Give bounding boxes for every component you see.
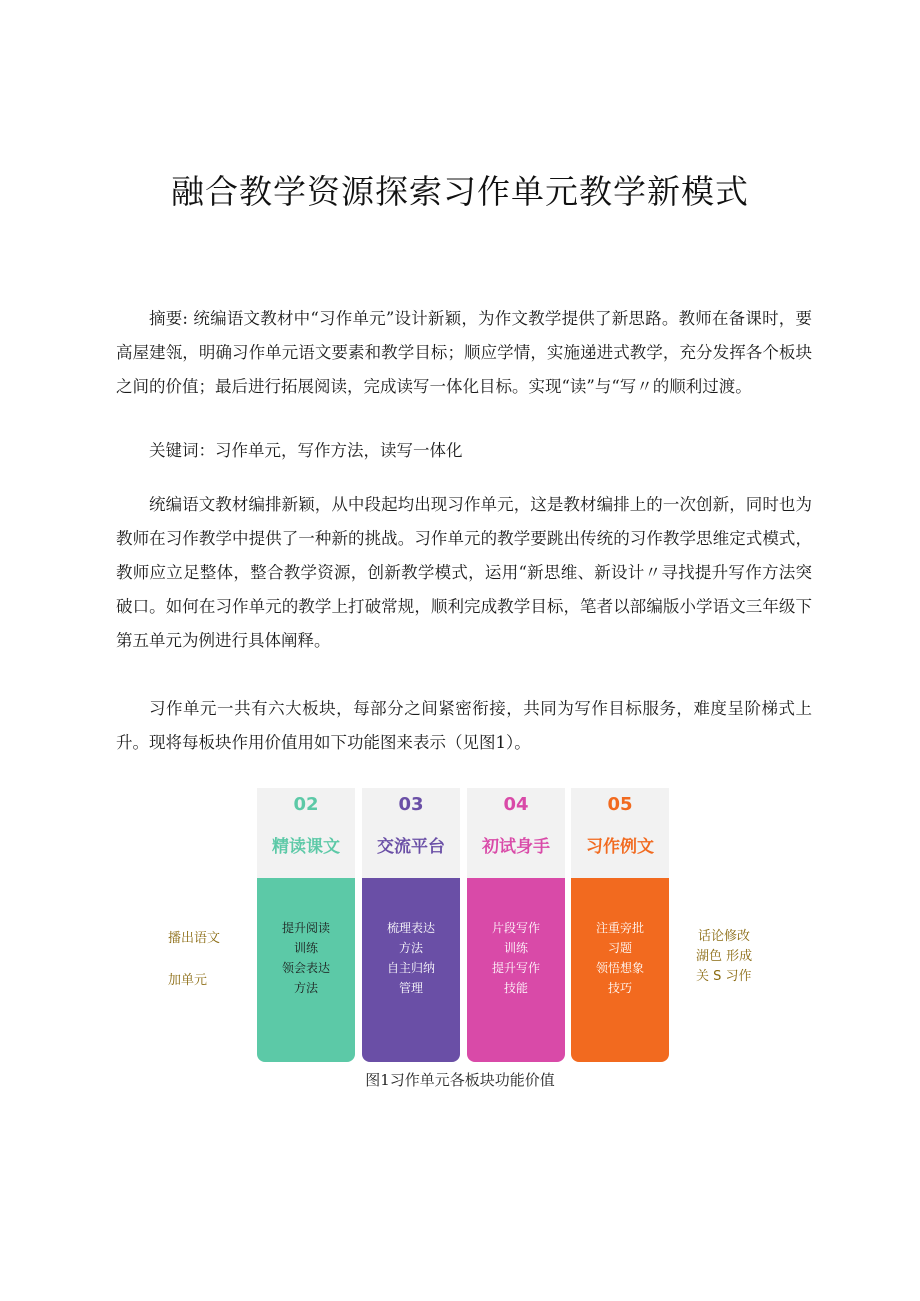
- diagram-column-05: [571, 788, 669, 1065]
- column-line: 方法: [398, 941, 423, 955]
- column-line: 训练: [503, 941, 528, 955]
- column-heading: 交流平台: [377, 837, 445, 857]
- column-number: 02: [293, 794, 319, 815]
- column-line: 技巧: [607, 981, 632, 995]
- diagram-column-02: [257, 788, 355, 1065]
- column-body: [257, 878, 355, 1062]
- column-line: 自主归纳: [386, 961, 435, 975]
- column-heading: 精读课文: [272, 837, 340, 857]
- column-heading: 初试身手: [482, 837, 550, 857]
- column-line: 管理: [398, 981, 423, 995]
- intro-paragraph: 统编语文教材编排新颖，从中段起均出现习作单元，这是教材编排上的一次创新，同时也为教师在习作教学中提供了一种新的挑战。习作单元的教学要跳出传统的习作教学思维定式模式，教师应立足整体，整合教学资源，创新教学模式，运用“新思维、新设计〃寻找提升写作方法突破口。如何在习作单元的教学上打破常规，顺利完成教学目标，笔者以部编版小学语文三年级下第五单元为例进行具体阐释。: [116, 495, 812, 650]
- column-line: 习题: [607, 941, 632, 955]
- column-line: 片段写作: [491, 921, 540, 935]
- column-body: [362, 878, 460, 1062]
- units-paragraph: 习作单元一共有六大板块，每部分之间紧密衔接，共同为写作目标服务，难度呈阶梯式上升。现将每板块作用价值用如下功能图来表示（见图1）。: [116, 699, 812, 752]
- column-number: 03: [398, 794, 424, 815]
- column-line: 梳理表达: [386, 921, 435, 935]
- column-line: 训练: [293, 941, 318, 955]
- column-line: 领会表达: [281, 961, 330, 975]
- column-line: 领悟想象: [595, 961, 644, 975]
- column-line: 技能: [503, 981, 528, 995]
- keywords-paragraph: 关键词：习作单元，写作方法，读写一体化: [149, 441, 463, 460]
- abstract-paragraph: 摘要: 统编语文教材中“习作单元”设计新颖，为作文教学提供了新思路。教师在备课时，要高屋建瓴，明确习作单元语文要素和教学目标；顺应学情，实施递进式教学，充分发挥各个板块之间的价值；最后进行拓展阅读，完成读写一体化目标。实现“读”与“写〃的顺利过渡。: [116, 309, 812, 396]
- column-line: 方法: [293, 981, 318, 995]
- column-line: 提升阅读: [281, 921, 330, 935]
- diagram-column-03: [362, 788, 460, 1065]
- column-number: 05: [607, 794, 633, 815]
- diagram-column-04: [467, 788, 565, 1065]
- column-line: 提升写作: [491, 961, 540, 975]
- figure-right-label-2: 湖色 形成: [696, 949, 753, 964]
- figure-left-label-1: 播出语文: [168, 931, 221, 946]
- figure-right-label-1: 话论修改: [698, 929, 751, 944]
- function-diagram: [255, 788, 669, 1065]
- column-body: [467, 878, 565, 1062]
- figure-right-label-3: 关 S 习作: [696, 969, 752, 984]
- figure-caption: 图1习作单元各板块功能价值: [365, 1071, 555, 1089]
- column-line: 注重旁批: [595, 921, 644, 935]
- page-title: 融合教学资源探索习作单元教学新模式: [171, 172, 749, 211]
- column-number: 04: [503, 794, 529, 815]
- column-heading: 习作例文: [586, 837, 654, 857]
- figure-left-label-2: 加单元: [168, 973, 208, 988]
- column-body: [571, 878, 669, 1062]
